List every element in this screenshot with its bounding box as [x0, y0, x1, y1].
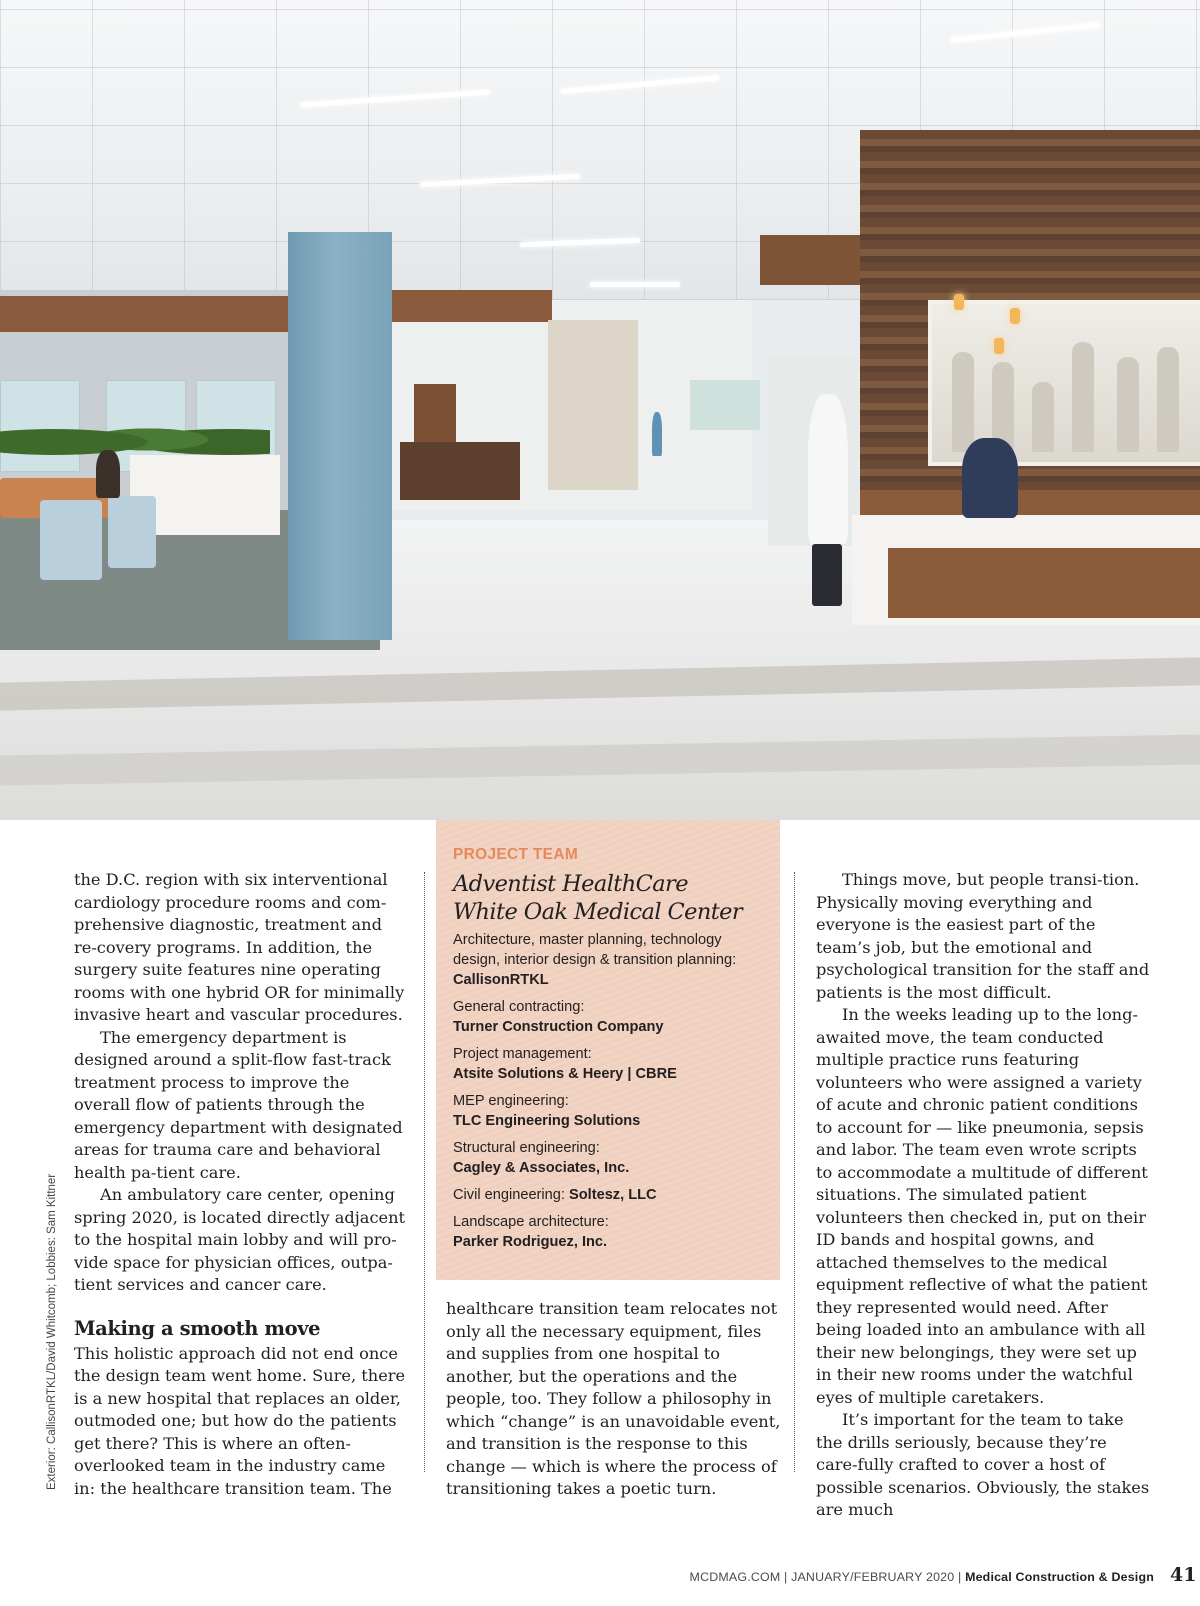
footer-separator: |: [958, 1570, 966, 1584]
team-entry: [453, 930, 769, 990]
page-number: 41: [1170, 1564, 1197, 1586]
team-firm: Atsite Solutions & Heery | CBRE: [453, 1066, 677, 1082]
relief-figure: [1157, 347, 1179, 452]
footer-publication: Medical Construction & Design: [965, 1570, 1154, 1584]
ceiling-light: [590, 282, 680, 287]
sculpted-relief: [928, 300, 1200, 466]
pendant-light: [954, 294, 964, 310]
body-paragraph: In the weeks leading up to the long-awaited move, the team conducted multiple practice runs featuring volunteers who were assigned a variety of acute and chronic patient conditions to account for — like pneumonia, sepsis and labor. The team even wrote scripts to accommodate a multitude of different situations. The simulated patient volunteers then checked in, put on their ID bands and hospital gowns, and attached themselves to the medical equipment reflective of what the patient they represented would need. After being loaded into an ambulance with all their new belongings, they were set up in their new rooms under the watchful eyes of multiple caretakers.: [816, 1005, 1148, 1407]
project-name-line: Adventist HealthCare: [453, 871, 688, 897]
seated-visitor: [96, 450, 120, 498]
body-paragraph: The emergency department is designed around a split-flow fast-track treatment process to improve the overall flow of patients through the emergency department with designated areas for trauma care and behavioral health pa-tient care.: [74, 1027, 403, 1182]
footer-separator: |: [784, 1570, 792, 1584]
team-role: MEP engineering:: [453, 1093, 569, 1109]
team-entry: [453, 997, 769, 1037]
team-role: Structural engineering:: [453, 1140, 600, 1156]
body-paragraph: the D.C. region with six interventional cardiology procedure rooms and com-prehensive diagnostic, treatment and re-covery programs. In addition, the surgery suite features nine operating rooms with one hybrid OR for minimally invasive heart and vascular procedures.: [74, 870, 405, 1024]
section-subhead: Making a smooth move: [74, 1316, 321, 1340]
photo-credit: Exterior: CallisonRTKL/David Whitcomb; Lobbies: Sam Kittner: [46, 1173, 58, 1490]
wood-soffit: [392, 290, 552, 322]
doctor-figure: [808, 394, 848, 544]
lounge-chair: [108, 496, 156, 568]
article-column-2: [446, 1298, 786, 1501]
team-firm: Soltesz, LLC: [569, 1187, 657, 1203]
blue-column: [288, 232, 392, 640]
team-entry: [453, 1044, 769, 1084]
team-role: Civil engineering:: [453, 1187, 570, 1203]
wood-soffit: [760, 235, 870, 285]
back-counter: [860, 490, 1200, 518]
sidebar-kicker: PROJECT TEAM: [453, 846, 579, 863]
project-name: [453, 870, 773, 926]
team-firm: TLC Engineering Solutions: [453, 1113, 641, 1129]
team-list: [453, 930, 769, 1259]
doctor-legs: [812, 544, 842, 606]
team-entry: [453, 1138, 769, 1178]
body-paragraph: This holistic approach did not end once the design team went home. Sure, there is a new hospital that replaces an older, outmoded one; but how do the patients get there? This is where an often-overlooked team in the industry came in: the healthcare transition team. The: [74, 1343, 406, 1498]
wood-soffit: [0, 296, 290, 332]
body-paragraph: Things move, but people transi-tion. Physically moving everything and everyone is the easiest part of the team’s job, but the emotional and psychological transition for the staff and patients is the most difficult.: [816, 870, 1150, 1002]
relief-figure: [1032, 382, 1054, 452]
team-firm: Turner Construction Company: [453, 1019, 664, 1035]
team-entry: [453, 1091, 769, 1131]
footer-site: MCDMAG.COM: [689, 1570, 781, 1584]
footer-issue: JANUARY/FEBRUARY 2020: [791, 1570, 955, 1584]
body-paragraph: An ambulatory care center, opening spring 2020, is located directly adjacent to the hospital main lobby and will pro-vide space for physician offices, outpa-tient services and cancer care.: [74, 1185, 406, 1294]
relief-figure: [952, 352, 974, 452]
team-role: Landscape architecture:: [453, 1214, 609, 1230]
relief-figure: [1117, 357, 1139, 452]
article-column-1: [74, 869, 406, 1500]
walking-staff: [652, 412, 662, 456]
relief-figure: [1072, 342, 1094, 452]
page-footer: [690, 1570, 1154, 1584]
team-firm: Parker Rodriguez, Inc.: [453, 1234, 608, 1250]
team-firm: Cagley & Associates, Inc.: [453, 1160, 630, 1176]
body-paragraph: It’s important for the team to take the drills seriously, because they’re care-fully crafted to cover a host of possible scenarios. Obviously, the stakes are much: [816, 1410, 1150, 1519]
column-rule: [794, 872, 795, 1472]
stone-wall: [548, 320, 638, 490]
team-firm: CallisonRTKL: [453, 972, 549, 988]
team-role: General contracting:: [453, 999, 585, 1015]
nurse-station: [400, 442, 520, 500]
article-column-3: [816, 869, 1150, 1522]
door: [414, 384, 456, 446]
seated-man-figure: [962, 438, 1018, 518]
reception-desk-panel: [888, 548, 1200, 618]
project-name-line: White Oak Medical Center: [453, 899, 743, 925]
team-entry: [453, 1185, 769, 1205]
corridor-window: [690, 380, 760, 430]
body-paragraph: healthcare transition team relocates not only all the necessary equipment, files and supplies from one hospital to another, but the operations and the people, too. They follow a philosophy in which “change” is an unavoidable event, and transition is the response to this change — which is where the process of transitioning takes a poetic turn.: [446, 1299, 781, 1498]
team-role: Architecture, master planning, technology design, interior design & transition planning:: [453, 932, 737, 968]
project-team-sidebar: [436, 820, 780, 1280]
pendant-light: [1010, 308, 1020, 324]
column-rule: [424, 872, 425, 1472]
pendant-light: [994, 338, 1004, 354]
team-role: Project management:: [453, 1046, 592, 1062]
team-entry: [453, 1212, 769, 1252]
lounge-chair: [40, 500, 102, 580]
